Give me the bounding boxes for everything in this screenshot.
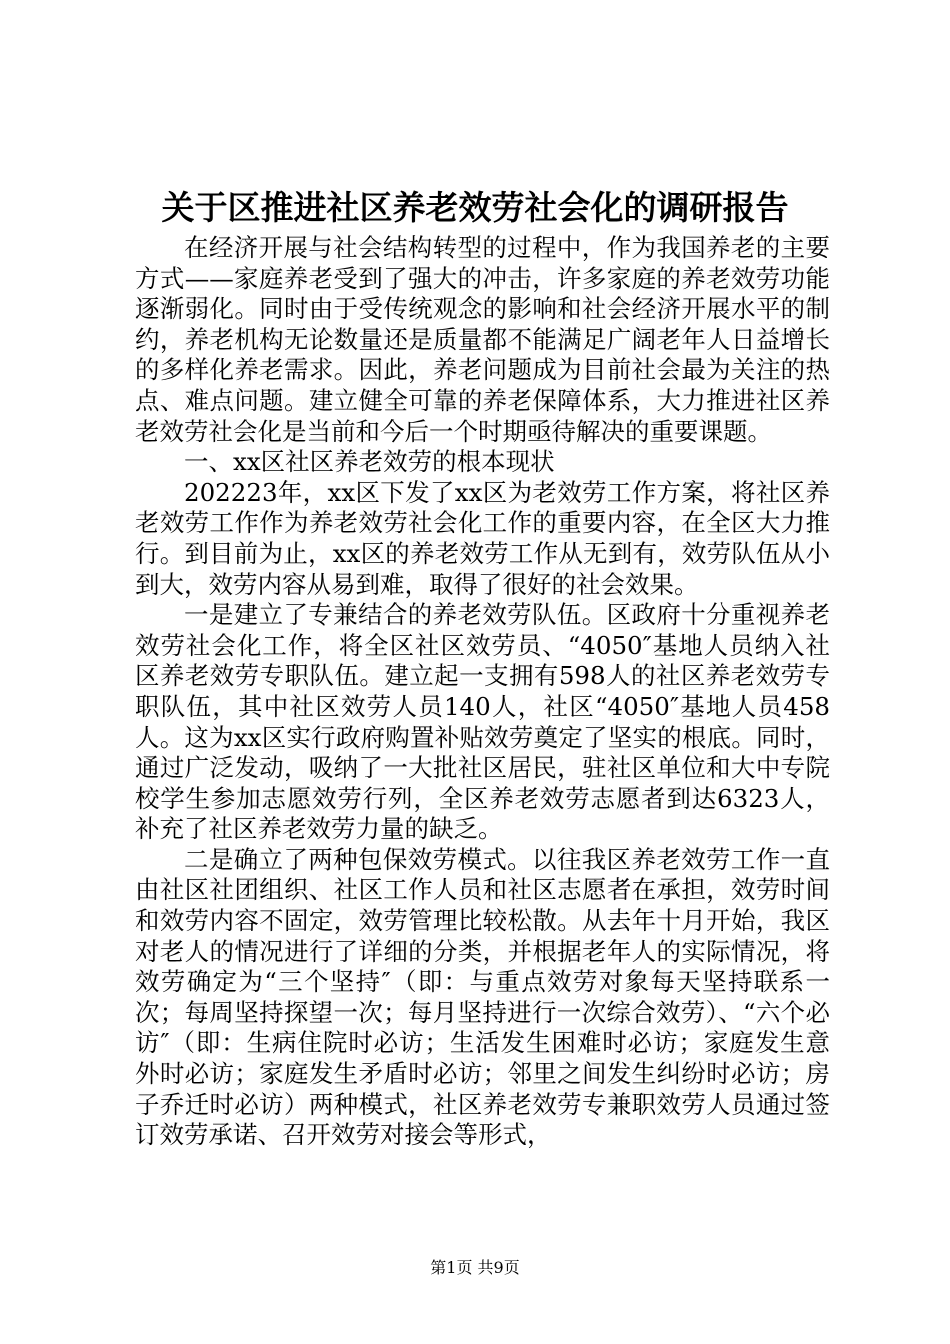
paragraph-overview: 202223年，xx区下发了xx区为老效劳工作方案，将社区养老效劳工作作为养老效劳社会化工作的重要内容，在全区大力推行。到目前为止，xx区的养老效劳工作从无到有，效劳队伍从小到大，效劳内容从易到难，取得了很好的社会效果。 [135, 477, 830, 599]
page-number-footer: 第1页 共9页 [430, 1258, 520, 1277]
document-title: 关于区推进社区养老效劳社会化的调研报告 [161, 188, 789, 227]
paragraph-point-two: 二是确立了两种包保效劳模式。以往我区养老效劳工作一直由社区社团组织、社区工作人员和社区志愿者在承担，效劳时间和效劳内容不固定，效劳管理比较松散。从去年十月开始，我区对老人的情况进行了详细的分类，并根据老年人的实际情况，将效劳确定为“三个坚持″（即：与重点效劳对象每天坚持联系一次；每周坚持探望一次；每月坚持进行一次综合效劳）、“六个必访″（即：生病住院时必访；生活发生困难时必访；家庭发生意外时必访；家庭发生矛盾时必访；邻里之间发生纠纷时必访；房子乔迁时必访）两种模式，社区养老效劳专兼职效劳人员通过签订效劳承诺、召开效劳对接会等形式， [135, 844, 830, 1150]
document-body [135, 233, 830, 1151]
paragraph-intro: 在经济开展与社会结构转型的过程中，作为我国养老的主要方式——家庭养老受到了强大的冲击，许多家庭的养老效劳功能逐渐弱化。同时由于受传统观念的影响和社会经济开展水平的制约，养老机构无论数量还是质量都不能满足广阔老年人日益增长的多样化养老需求。因此，养老问题成为目前社会最为关注的热点、难点问题。建立健全可靠的养老保障体系，大力推进社区养老效劳社会化是当前和今后一个时期亟待解决的重要课题。 [135, 233, 830, 446]
paragraph-point-one: 一是建立了专兼结合的养老效劳队伍。区政府十分重视养老效劳社会化工作，将全区社区效劳员、“4050″基地人员纳入社区养老效劳专职队伍。建立起一支拥有598人的社区养老效劳专职队伍，其中社区效劳人员140人，社区“4050″基地人员458人。这为xx区实行政府购置补贴效劳奠定了坚实的根底。同时，通过广泛发动，吸纳了一大批社区居民，驻社区单位和大中专院校学生参加志愿效劳行列，全区养老效劳志愿者到达6323人，补充了社区养老效劳力量的缺乏。 [135, 600, 830, 844]
section-heading: 一、xx区社区养老效劳的根本现状 [184, 447, 555, 477]
